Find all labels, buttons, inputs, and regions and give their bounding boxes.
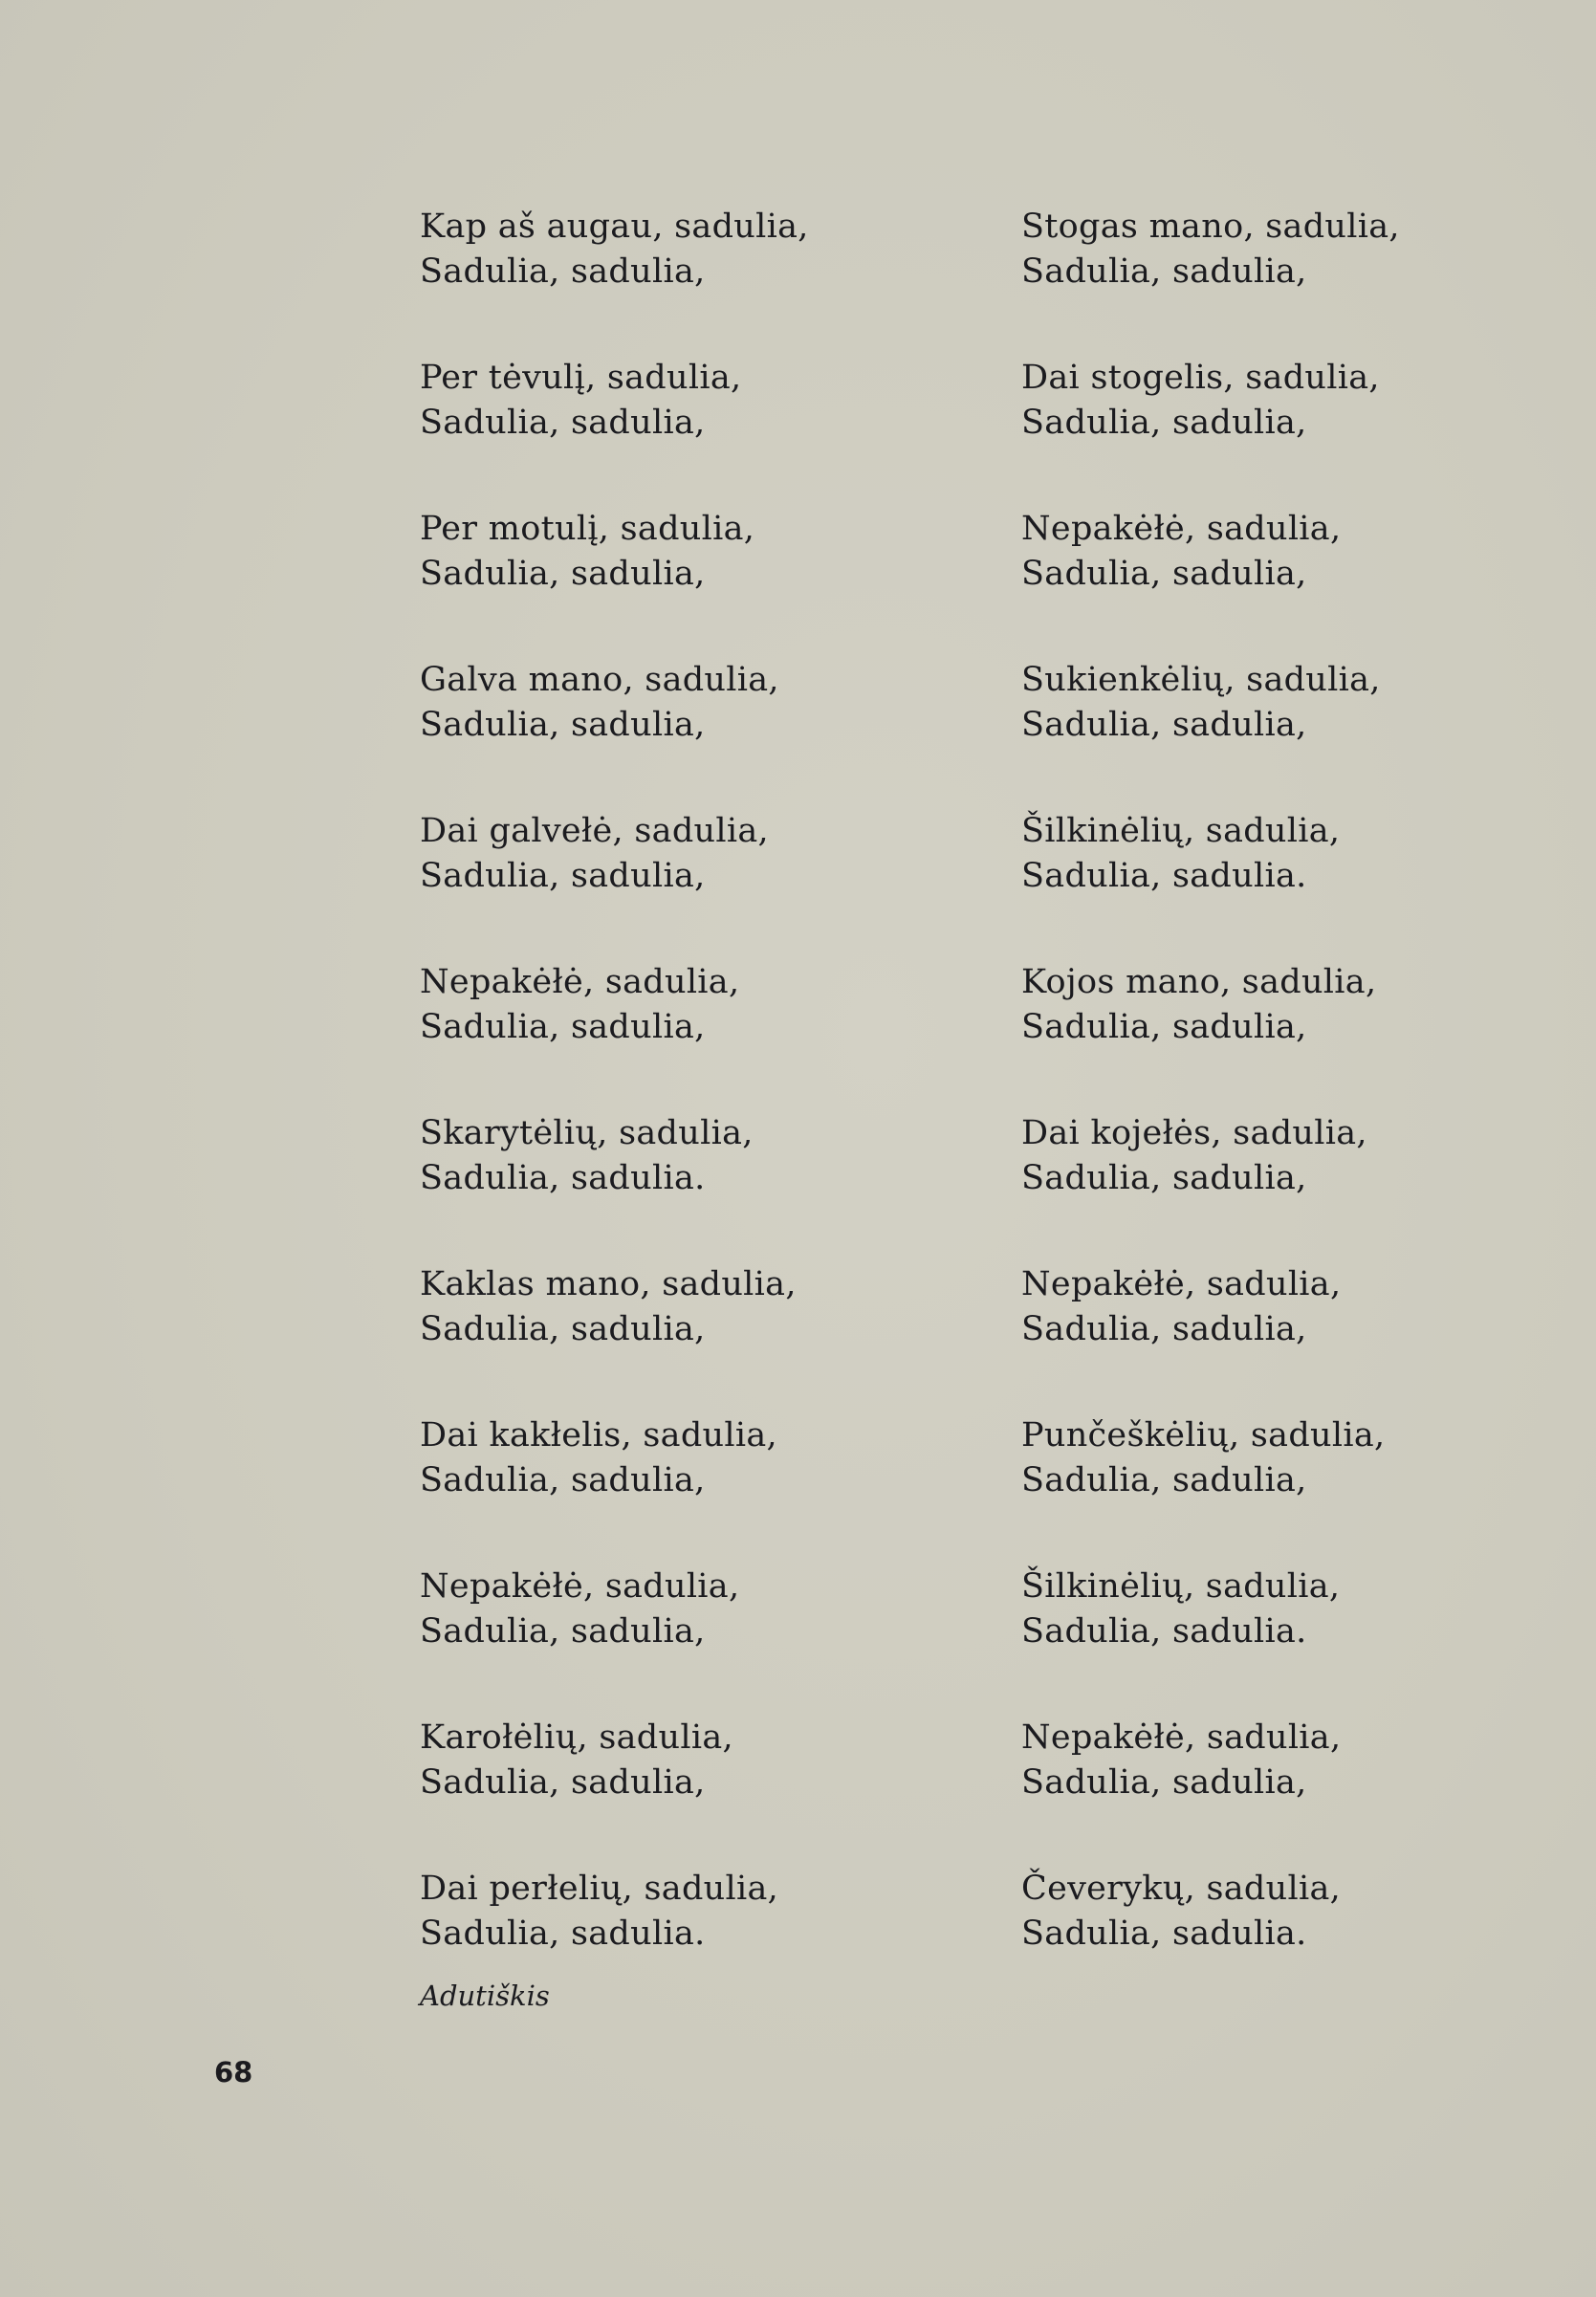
verse-line: Dai kojełės, sadulia, (1021, 1114, 1367, 1152)
stanza (420, 1262, 809, 1413)
verse-line: Stogas mano, sadulia, (1021, 208, 1400, 246)
stanza (420, 507, 809, 658)
verse-line: Per motulį, sadulia, (420, 510, 755, 548)
stanza (420, 960, 809, 1111)
stanza (1021, 1413, 1400, 1564)
verse-line: Sadulia, sadulia, (1021, 1008, 1307, 1046)
stanza (1021, 356, 1400, 507)
verse-line: Nepakėłė, sadulia, (1021, 1265, 1342, 1303)
verse-line: Sadulia, sadulia, (420, 1310, 706, 1348)
verse-line: Dai stogelis, sadulia, (1021, 359, 1380, 397)
verse-line: Sadulia, sadulia. (1021, 1914, 1307, 1953)
verse-line: Sadulia, sadulia. (420, 1159, 706, 1197)
left-column (420, 205, 809, 2018)
verse-line: Sadulia, sadulia, (420, 1612, 706, 1651)
verse-line: Galva mano, sadulia, (420, 661, 779, 699)
verse-line: Sadulia, sadulia, (1021, 1310, 1307, 1348)
verse-line: Skarytėlių, sadulia, (420, 1114, 754, 1152)
verse-line: Sadulia, sadulia, (420, 1763, 706, 1802)
stanza (420, 809, 809, 960)
verse-line: Sadulia, sadulia, (1021, 706, 1307, 744)
place-name: Adutiškis (420, 1980, 550, 2012)
stanza (420, 205, 809, 356)
verse-line: Dai perłelių, sadulia, (420, 1870, 779, 1908)
verse-line: Sadulia, sadulia, (1021, 404, 1307, 442)
stanza (1021, 1111, 1400, 1262)
verse-line: Nepakėłė, sadulia, (420, 963, 740, 1001)
verse-line: Sadulia, sadulia, (420, 1461, 706, 1499)
verse-line: Nepakėłė, sadulia, (420, 1567, 740, 1606)
verse-line: Sadulia, sadulia, (420, 857, 706, 895)
verse-line: Sadulia, sadulia, (420, 706, 706, 744)
stanza (1021, 1564, 1400, 1716)
verse-line: Sadulia, sadulia. (1021, 1612, 1307, 1651)
verse-line: Dai galvełė, sadulia, (420, 812, 769, 850)
verse-line: Sadulia, sadulia. (420, 1914, 706, 1953)
verse-line: Sadulia, sadulia, (420, 252, 706, 291)
verse-line: Kaklas mano, sadulia, (420, 1265, 797, 1303)
verse-line: Sadulia, sadulia, (420, 1008, 706, 1046)
verse-line: Sadulia, sadulia, (420, 555, 706, 593)
stanza (1021, 1262, 1400, 1413)
verse-line: Kojos mano, sadulia, (1021, 963, 1377, 1001)
stanza (1021, 1867, 1400, 2018)
stanza (420, 356, 809, 507)
stanza (1021, 205, 1400, 356)
stanza (420, 1716, 809, 1867)
verse-line: Sadulia, sadulia, (1021, 1763, 1307, 1802)
verse-line: Čeverykų, sadulia, (1021, 1870, 1342, 1908)
stanza (420, 1564, 809, 1716)
verse-line: Karołėlių, sadulia, (420, 1718, 733, 1757)
right-column (1021, 205, 1400, 2018)
verse-line: Sadulia, sadulia, (1021, 1461, 1307, 1499)
verse-line: Sadulia, sadulia, (1021, 252, 1307, 291)
verse-line: Šilkinėlių, sadulia, (1021, 812, 1341, 850)
verse-line: Kap aš augau, sadulia, (420, 208, 809, 246)
stanza (1021, 960, 1400, 1111)
verse-line: Sukienkėlių, sadulia, (1021, 661, 1381, 699)
stanza (1021, 1716, 1400, 1867)
stanza (1021, 658, 1400, 809)
stanza (1021, 507, 1400, 658)
stanza (1021, 809, 1400, 960)
verse-line: Sadulia, sadulia. (1021, 857, 1307, 895)
verse-line: Per tėvulį, sadulia, (420, 359, 742, 397)
stanza (420, 1111, 809, 1262)
verse-line: Dai kakłelis, sadulia, (420, 1416, 777, 1455)
verse-line: Nepakėłė, sadulia, (1021, 510, 1342, 548)
verse-line: Nepakėłė, sadulia, (1021, 1718, 1342, 1757)
verse-line: Sadulia, sadulia, (1021, 555, 1307, 593)
verse-line: Šilkinėlių, sadulia, (1021, 1567, 1341, 1606)
page-number: 68 (214, 2056, 253, 2089)
verse-line: Sadulia, sadulia, (420, 404, 706, 442)
stanza (420, 658, 809, 809)
verse-line: Punčeškėlių, sadulia, (1021, 1416, 1386, 1455)
verse-line: Sadulia, sadulia, (1021, 1159, 1307, 1197)
stanza (420, 1413, 809, 1564)
